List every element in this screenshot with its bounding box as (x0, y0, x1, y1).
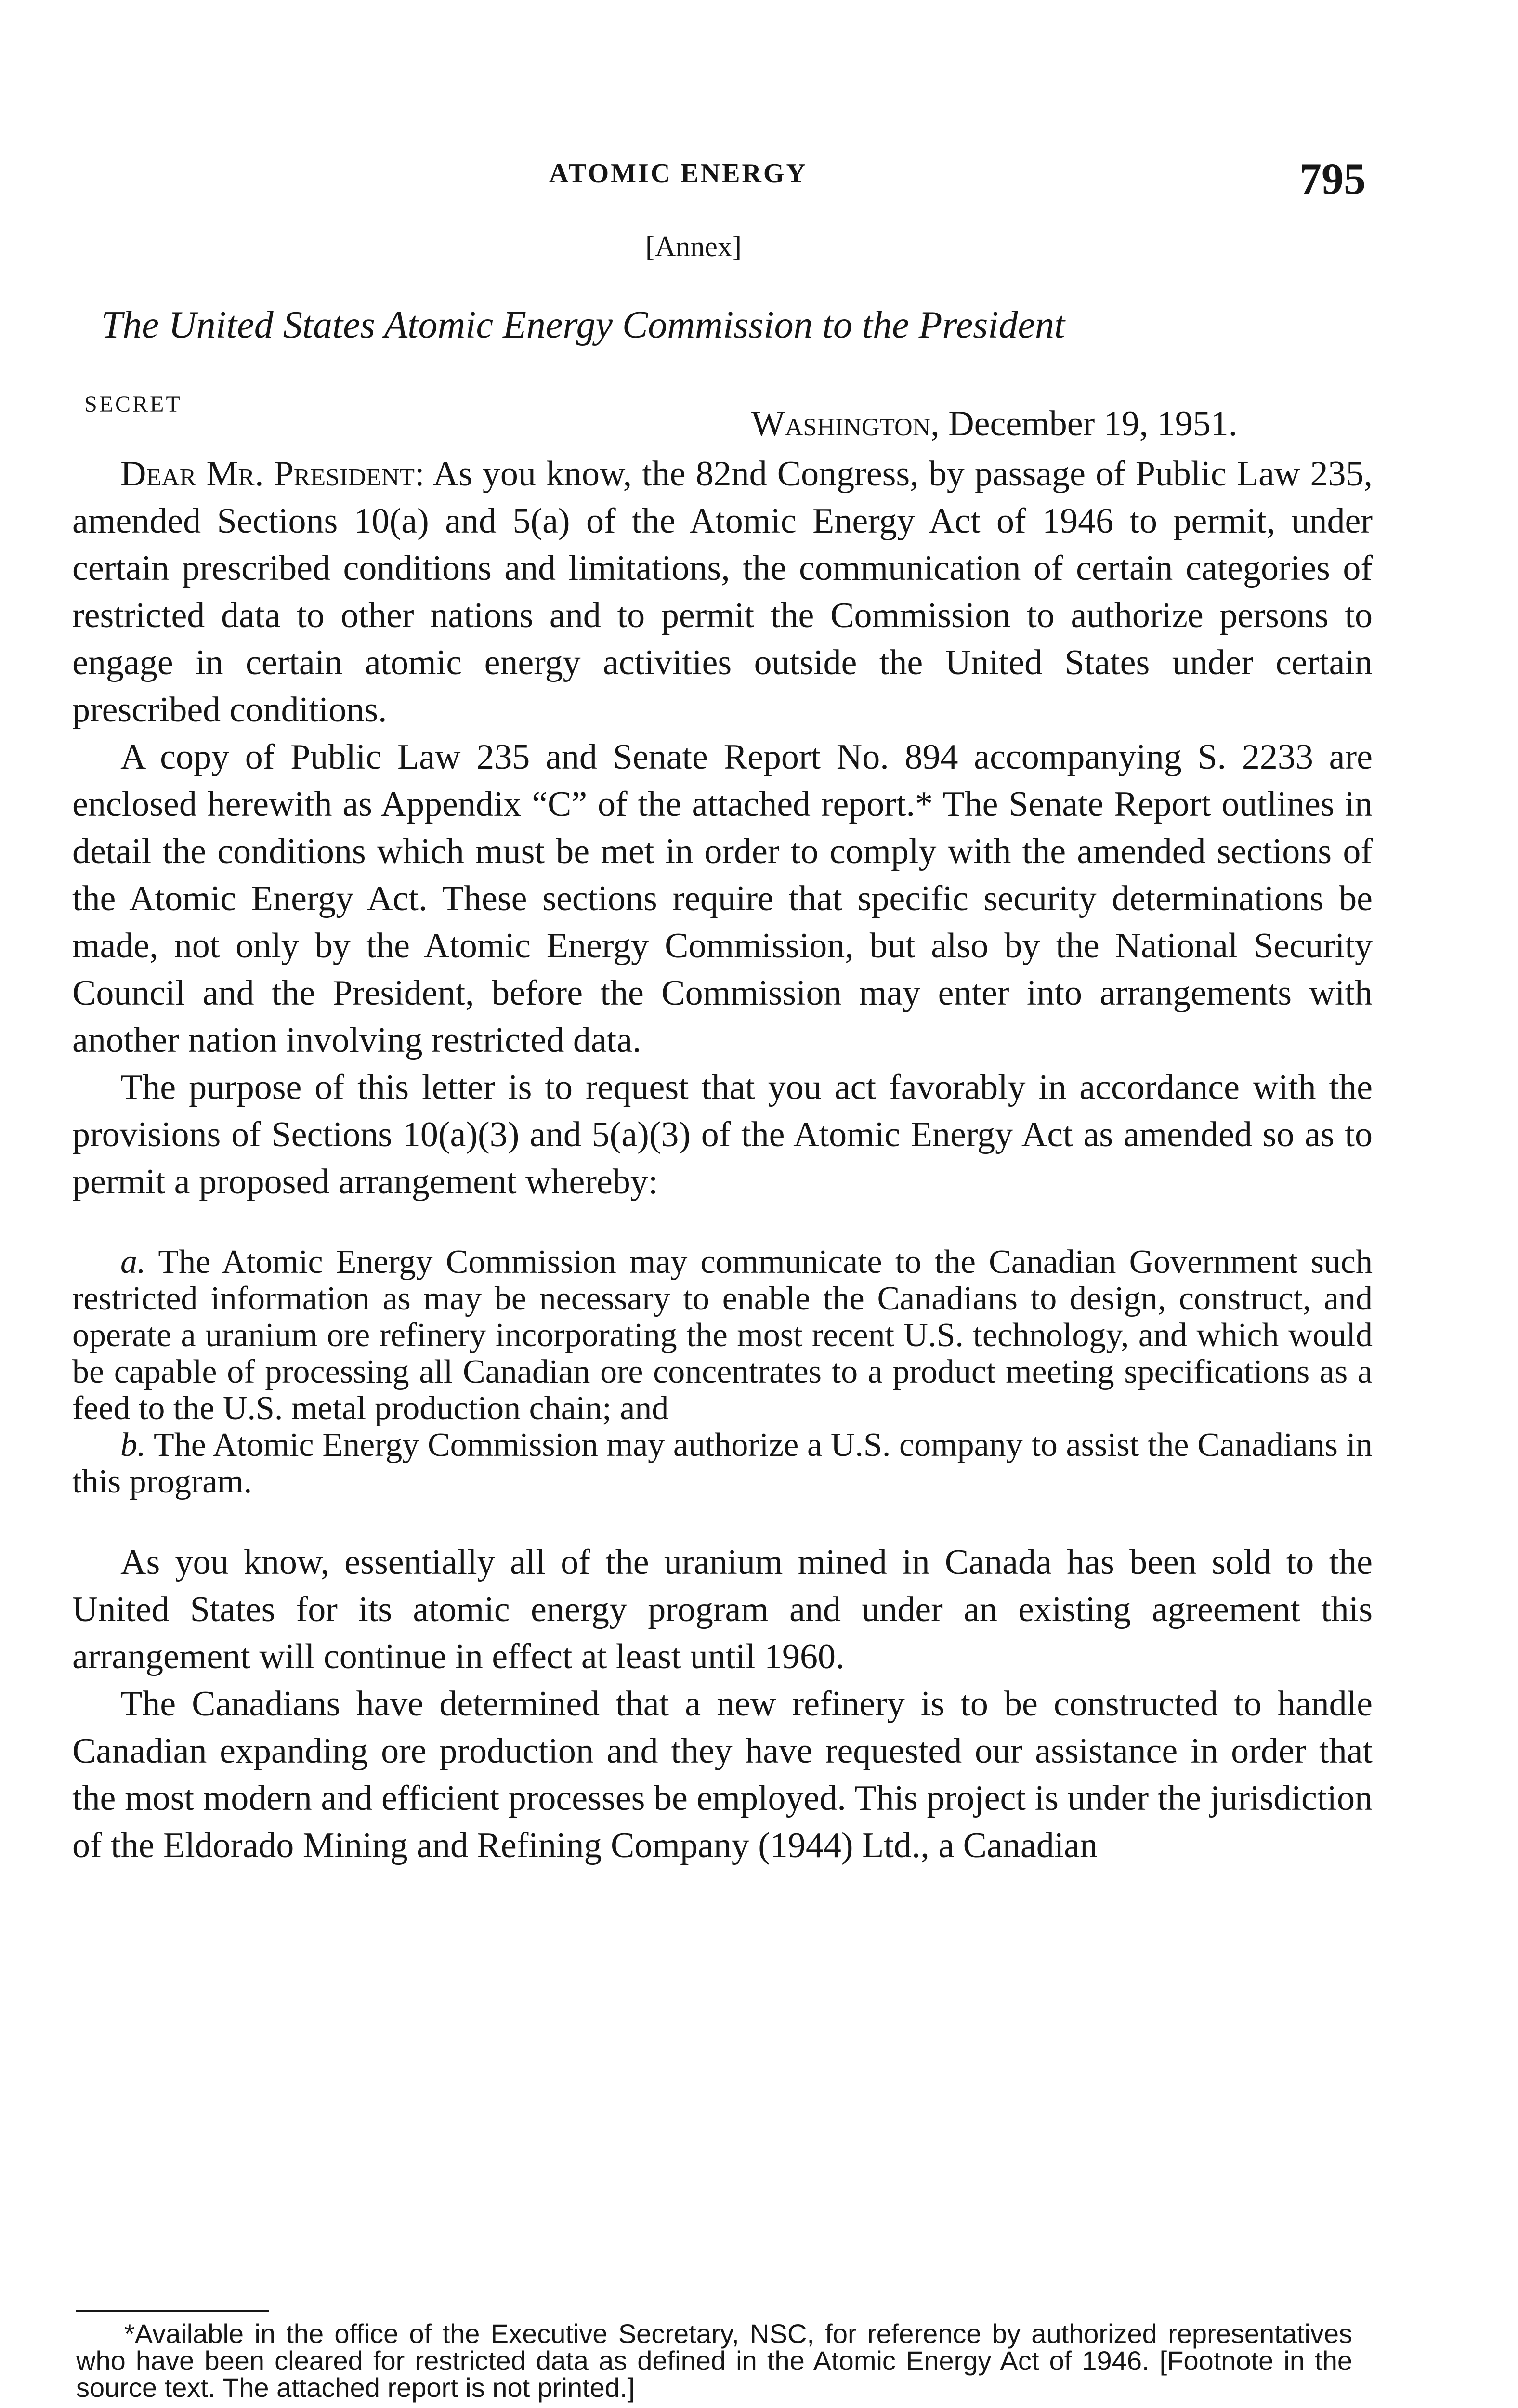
footnote-divider (76, 2310, 269, 2312)
list-item-a-label: a. (120, 1243, 146, 1281)
salutation: Dear Mr. President: (120, 454, 425, 494)
running-header-title: ATOMIC ENERGY (549, 158, 808, 188)
dateline-date: December 19, 1951. (939, 404, 1238, 444)
footnote: *Available in the office of the Executive Secretary, NSC, for reference by authorized representatives who have been cleared for restricted data as defined in the Atomic Energy Act of 1946. [Footnote in the source text. The attached report is not printed.] (76, 2318, 1352, 2403)
paragraph-4: As you know, essentially all of the uranium mined in Canada has been sold to the United States for its atomic energy program and under an existing agreement this arrangement will continue in effect at least until 1960. (72, 1543, 1373, 1676)
paragraph-5: The Canadians have determined that a new refinery is to be constructed to handle Canadian expanding ore production and they have requested our assistance in order that the most modern and efficient processes be employed. This project is under the jurisdiction of the Eldorado Mining and Refining Company (1944) Ltd., a Canadian (72, 1684, 1373, 1865)
dateline (751, 404, 1237, 445)
list-item-a-text: The Atomic Energy Commission may communicate to the Canadian Government such restricted information as may be necessary to enable the Canadians to design, construct, and operate a uranium ore refinery incorporating the most recent U.S. technology, and which would be capable of processing all Canadian ore concentrates to a product meeting specifications as a feed to the U.S. metal production chain; and (72, 1243, 1373, 1427)
paragraph-1-text: As you know, the 82nd Congress, by passage of Public Law 235, amended Sections 10(a) and 5(a) of the Atomic Energy Act of 1946 to permit, under certain prescribed conditions and limitations, the communication of certain categories of restricted data to other nations and to permit the Commission to authorize persons to engage in certain atomic energy activities outside the United States under certain prescribed conditions. (72, 454, 1373, 730)
annex-label: [Annex] (645, 231, 742, 262)
paragraph-3: The purpose of this letter is to request that you act favorably in accordance with the provisions of Sections 10(a)(3) and 5(a)(3) of the Atomic Energy Act as amended so as to permit a proposed arrangement whereby: (72, 1068, 1373, 1202)
list-item-b-text: The Atomic Energy Commission may authorize a U.S. company to assist the Canadians in this program. (72, 1426, 1373, 1500)
list-item-b-label: b. (120, 1426, 146, 1464)
paragraph-1 (72, 450, 1373, 733)
classification-marking: SECRET (84, 392, 182, 417)
document-title: The United States Atomic Energy Commission to the President (101, 304, 1065, 346)
page-number: 795 (1299, 154, 1366, 203)
list-item-a (72, 1244, 1373, 1427)
list-item-b (72, 1427, 1373, 1500)
letter-body (72, 450, 1373, 1869)
proposed-arrangement-list (72, 1244, 1373, 1500)
paragraph-2: A copy of Public Law 235 and Senate Report No. 894 accompanying S. 2233 are enclosed herewith as Appendix “C” of the attached report.* The Senate Report outlines in detail the conditions which must be met in order to comply with the amended sections of the Atomic Energy Act. These sections require that specific security determinations be made, not only by the Atomic Energy Commission, but also by the National Security Council and the President, before the Commission may enter into arrangements with another nation involving restricted data. (72, 737, 1373, 1060)
dateline-place: Washington, (751, 404, 940, 444)
